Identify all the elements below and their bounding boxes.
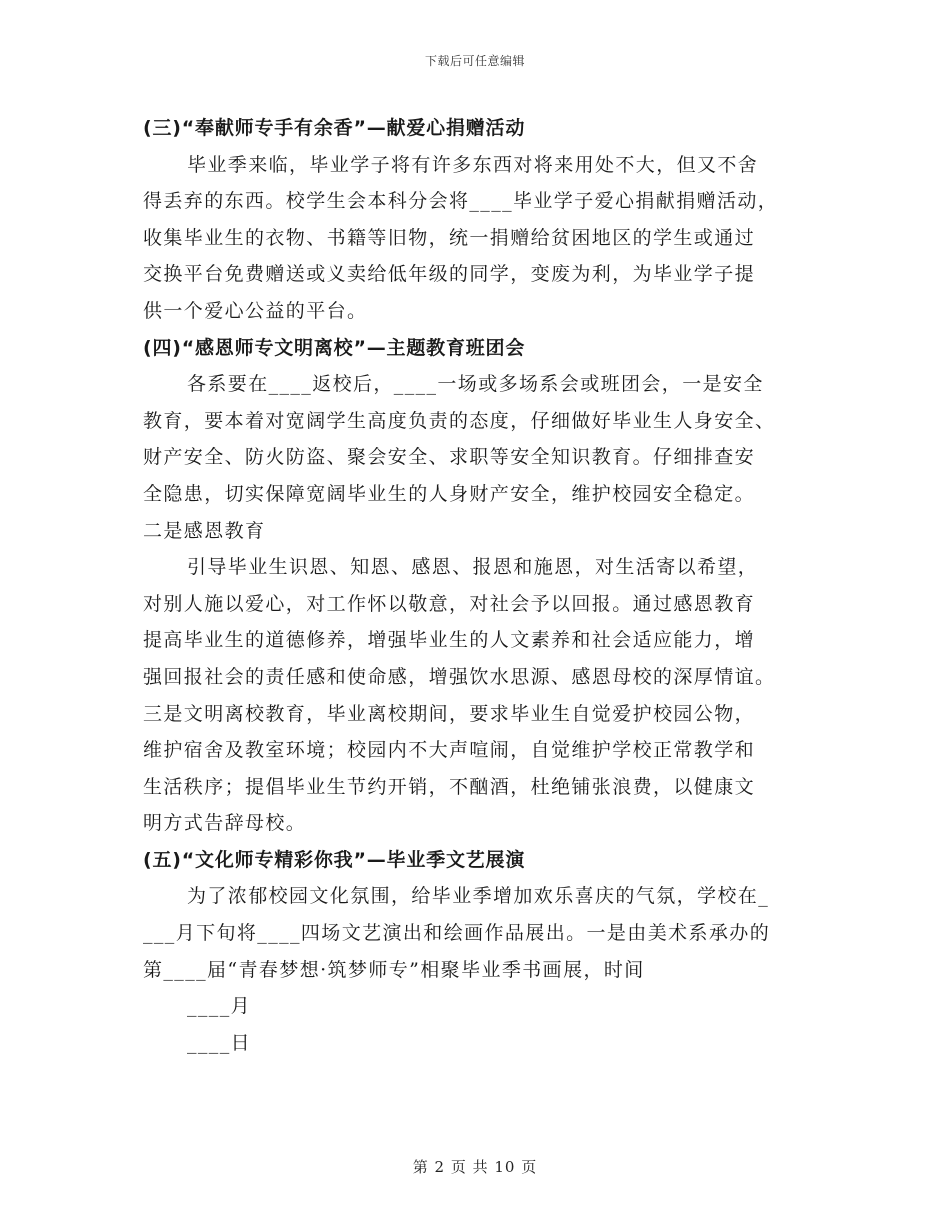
paragraph-line: 强回报社会的责任感和使命感，增强饮水思源、感恩母校的深厚情谊。 [143,665,776,688]
paragraph-line: 对别人施以爱心，对工作怀以敬意，对社会予以回报。通过感恩教育 [143,592,756,615]
paragraph-line: 维护宿舍及教室环境；校园内不大声喧闹，自觉维护学校正常教学和 [143,739,756,762]
paragraph-line: 供一个爱心公益的平台。 [143,299,368,322]
section-heading-5: (五)“文化师专精彩你我”—毕业季文艺展演 [143,848,526,871]
paragraph-line: ____日 [187,1031,252,1054]
paragraph-line: 收集毕业生的衣物、书籍等旧物，统一捐赠给贫困地区的学生或通过 [143,226,756,249]
paragraph-line: 得丢弃的东西。校学生会本科分会将____毕业学子爱心捐献捐赠活动， [143,190,779,213]
paragraph-line: 各系要在____返校后，____一场或多场系会或班团会，一是安全 [187,373,764,396]
paragraph-line: 生活秩序；提倡毕业生节约开销，不酗酒，杜绝铺张浪费，以健康文 [143,775,756,798]
paragraph-line: 三是文明离校教育，毕业离校期间，要求毕业生自觉爱护校园公物， [143,702,756,725]
paragraph-line: 为了浓郁校园文化氛围，给毕业季增加欢乐喜庆的气氛，学校在_ [187,885,770,908]
paragraph-line: 明方式告辞母校。 [143,812,307,835]
header-note: 下载后可任意编辑 [424,54,525,68]
paragraph-line: 全隐患，切实保障宽阔毕业生的人身财产安全，维护校园安全稳定。 [143,482,756,505]
paragraph-line: 交换平台免费赠送或义卖给低年级的同学，变废为利，为毕业学子提 [143,263,756,286]
section-heading-3: (三)“奉献师专手有余香”—献爱心捐赠活动 [143,117,526,139]
paragraph-line: 引导毕业生识恩、知恩、感恩、报恩和施恩，对生活寄以希望， [187,556,759,579]
paragraph-line: ____月 [187,995,252,1018]
paragraph-line: 第____届“青春梦想·筑梦师专”相聚毕业季书画展，时间 [143,958,645,981]
paragraph-line: 二是感恩教育 [143,519,266,542]
paragraph-line: 毕业季来临，毕业学子将有许多东西对将来用处不大，但又不舍 [187,153,759,176]
paragraph-line: 教育，要本着对宽阔学生高度负责的态度，仔细做好毕业生人身安全、 [143,409,776,432]
page-number: 第 2 页 共 10 页 [412,1158,538,1176]
paragraph-line: 提高毕业生的道德修养，增强毕业生的人文素养和社会适应能力，增 [143,629,756,652]
paragraph-line: 财产安全、防火防盗、聚会安全、求职等安全知识教育。仔细排查安 [143,446,756,469]
document-body [143,110,808,1061]
section-heading-4: (四)“感恩师专文明离校”—主题教育班团会 [143,336,526,359]
paragraph-line: ___月下旬将____四场文艺演出和绘画作品展出。一是由美术系承办的 [143,922,771,945]
